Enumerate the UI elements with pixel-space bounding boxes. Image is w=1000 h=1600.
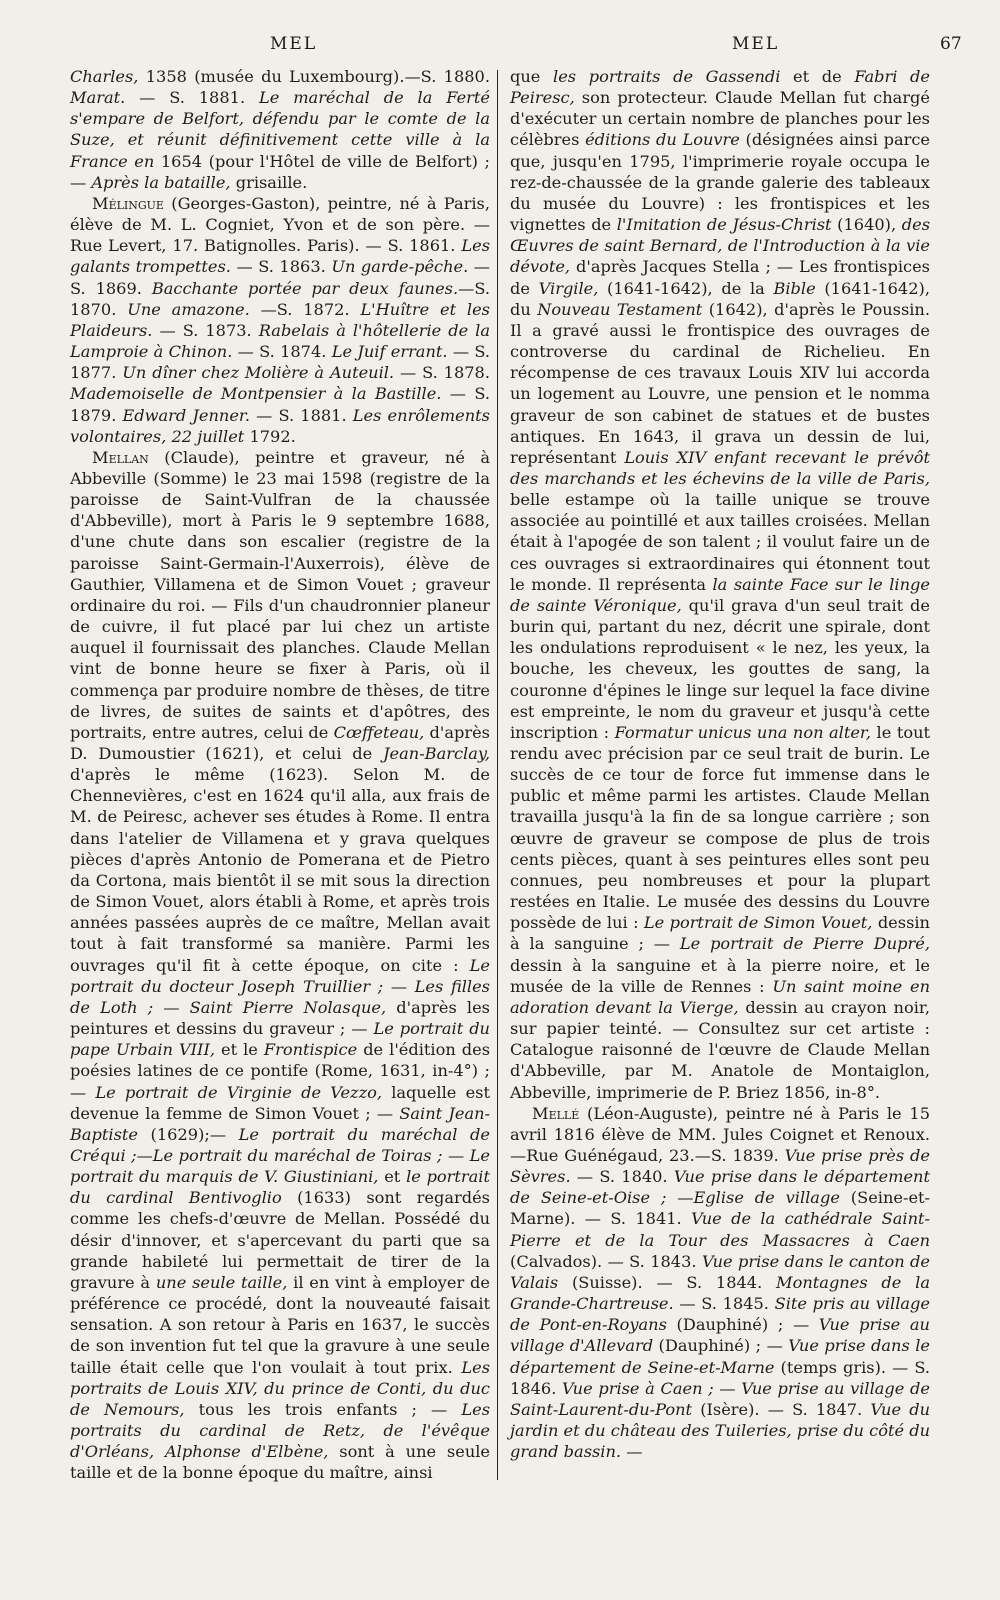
text-run: — S. 1881. <box>250 405 353 425</box>
italic-run: Les portraits de Louis XIV, du prince de Conti, du duc de Nemours, <box>70 1357 490 1419</box>
italic-run: Site pris au village de Pont-en-Royans <box>510 1294 930 1335</box>
italic-run: Montagnes de la Grande-Chartreuse. <box>510 1272 931 1314</box>
text-run: — S. 1840. <box>570 1167 674 1187</box>
italic-run: Vue prise à Caen ; — Vue prise au village de Saint-Laurent-du-Pont <box>510 1378 930 1419</box>
text-run: (Dauphiné) ; — <box>653 1336 789 1356</box>
italic-run: Le portrait de Virginie de Vezzo, <box>95 1082 382 1102</box>
text-run: (Claude), peintre et graveur, né à Abbeville (Somme) le 23 mai 1598 (registre de la paroisse de Saint-Vulfran de la chaussée d'Abbeville), mort à Paris le 9 septembre 1688, d'une chute dans son escalier (registre de la paroisse Saint-Germain-l'Auxerrois), élève de Gauthier, Villamena et de Simon Vouet ; graveur ordinaire du roi. — Fils d'un chaudronnier planeur de cuivre, il fut placé par lui chez un artiste auquel il fournissait des planches. Claude Mellan vint de bonne heure se fixer à Paris, où il commença par produire nombre de thèses, de titre de livres, de suites de saints et d'apôtres, des portraits, entre autres, celui de <box>70 447 490 742</box>
italic-run: Un dîner chez Molière à Auteuil. <box>122 363 395 383</box>
text-run: grisaille. <box>230 172 308 192</box>
text-run: — S. 1845. <box>673 1294 775 1314</box>
italic-run: Le maréchal de la Ferté s'empare de Belfort, défendu par le comte de la Suze, et réunit définitivement cette ville à la France en <box>70 88 490 171</box>
text-run: — S. 1878. <box>394 363 490 383</box>
text-run: et <box>378 1167 407 1187</box>
text-run: qu'il grava d'un seul trait de burin qui, partant du nez, décrit une spirale, dont les ondulations reproduisent « le nez, les yeux, la bouche, les cheveux, les gouttes de sang, la couronne d'épines le linge sur lequel la face divine est empreinte, le nom du graveur et jusqu'à cette inscription : <box>510 595 930 742</box>
entry-name: Mellan <box>92 447 149 467</box>
text-run: d'après les peintures et dessins du graveur ; — <box>70 997 490 1039</box>
italic-run: Vue prise au village d'Allevard <box>510 1315 930 1356</box>
italic-run: le portrait du cardinal Bentivoglio <box>70 1167 490 1208</box>
text-run: 1792. <box>244 426 296 446</box>
italic-run: Formatur unicus una non alter, <box>614 722 872 742</box>
text-run: laquelle est devenue la femme de Simon Vouet ; — <box>70 1082 490 1123</box>
text-run: —S. 1872. <box>249 299 361 319</box>
italic-run: Marat. <box>70 88 126 108</box>
text-run: — S. 1879. <box>70 384 490 425</box>
italic-run: Vue prise près de Sèvres. <box>510 1145 930 1187</box>
text-run: d'après Jacques Stella ; — Les frontispices de <box>510 257 930 298</box>
italic-run: Cœffeteau, <box>333 722 425 742</box>
italic-run: Edward Jenner. <box>122 405 251 425</box>
text-run: (1641-1642), du <box>510 278 930 319</box>
italic-run: Le portrait du pape Urbain VIII, <box>70 1019 490 1060</box>
italic-run: Bacchante portée par deux faunes. <box>151 278 459 298</box>
running-head-left: MEL <box>270 34 318 54</box>
text-run: — S. 1874. <box>232 342 332 362</box>
page-number: 67 <box>940 34 962 54</box>
entry-name: Mellé <box>532 1103 580 1123</box>
text-run: (Georges-Gaston), peintre, né à Paris, élève de M. L. Cogniet, Yvon et de son père. — Rue Levert, 17. Batignolles. Paris). — S. 1861. <box>70 193 490 256</box>
italic-run: Vue prise dans le canton de Valais <box>510 1251 930 1292</box>
text-run: que <box>510 67 554 86</box>
italic-run: Saint Jean-Baptiste <box>70 1103 490 1144</box>
text-run: et de <box>780 67 855 86</box>
paragraph <box>70 66 490 193</box>
left-column <box>70 66 490 1483</box>
column-divider <box>497 70 498 1480</box>
italic-run: Les portraits du cardinal de Retz, de l'évêque d'Orléans, Alphonse d'Elbène, <box>70 1399 490 1462</box>
italic-run: Le portrait de Simon Vouet, <box>643 913 873 933</box>
text-run: il en vint à employer de préférence ce procédé, dont la nouveauté faisait sensation. A son retour à Paris en 1637, le succès de son invention fut tel que la gravure à une seule taille était celle que l'on voulait à tout prix. <box>70 1272 490 1377</box>
italic-run: éditions du Louvre <box>585 130 740 150</box>
italic-run: Le portrait du maréchal de Créqui ;—Le portrait du maréchal de Toiras ; — Le portrait du marquis de V. Giustiniani, <box>70 1124 490 1187</box>
text-run: —S. 1870. <box>70 278 490 319</box>
text-run: (Calvados). — S. 1843. <box>510 1251 702 1271</box>
italic-run: Virgile, <box>538 278 599 298</box>
running-head-right: MEL <box>732 34 780 54</box>
italic-run: Nouveau Testament <box>537 299 703 319</box>
text-run: (temps gris). — S. 1846. <box>510 1357 930 1398</box>
text-run: — S. 1869. <box>70 257 490 298</box>
italic-run: L'Huître et les Plaideurs. <box>70 299 490 340</box>
text-run: (Léon-Auguste), peintre né à Paris le 15 avril 1816 élève de MM. Jules Coignet et Renoux. —Rue Guénégaud, 23.—S. 1839. <box>510 1103 930 1165</box>
text-run: tous les trois enfants ; — <box>184 1399 462 1419</box>
text-run: et le <box>214 1040 264 1060</box>
italic-run: Le portrait de Pierre Dupré, <box>679 934 930 954</box>
italic-run: Charles, <box>70 67 139 86</box>
text-run: (1629);— <box>137 1124 239 1144</box>
text-run: 1358 (musée du Luxembourg).—S. 1880. <box>138 67 490 86</box>
italic-run: Une amazone. <box>127 299 250 319</box>
italic-run: Le Juif errant. <box>331 342 448 362</box>
text-run: (1633) sont regardés comme les chefs-d'œuvre de Mellan. Possédé du désir d'innover, et s'apercevant du parti que sa grande habileté lui permettait de tirer de la gravure à <box>70 1188 490 1292</box>
paragraph <box>510 66 930 1103</box>
text-run: (désignées ainsi parce que, jusqu'en 1795, l'imprimerie royale occupa le rez-de-chaussée de la grande galerie des tableaux du musée du Louvre) : les frontispices et les vignettes de <box>510 130 930 235</box>
text-run: dessin à la sanguine ; — <box>510 913 930 954</box>
entry-name: Mélingue <box>92 193 164 213</box>
text-run: (1641-1642), de la <box>598 278 774 298</box>
italic-run: Mademoiselle de Montpensier à la Bastille. <box>70 384 442 404</box>
italic-run: des Œuvres de saint Bernard, de l'Introduction à la vie dévote, <box>510 215 930 277</box>
text-run: (Isère). — S. 1847. <box>692 1399 871 1419</box>
italic-run: Un saint moine en adoration devant la Vierge, <box>510 976 930 1017</box>
text-run: d'après le même (1623). Selon M. de Chennevières, c'est en 1624 qu'il alla, aux frais de M. de Peiresc, achever ses études à Rome. Il entra dans l'atelier de Villamena et y grava quelques pièces d'après Antonio de Pomerana et de Pietro da Cortona, mais bientôt il se mit sous la direction de Simon Vouet, alors établi à Rome, et après trois années passées auprès de ce maître, Mellan avait tout à fait transformé sa manière. Parmi les ouvrages qu'il fit à cette époque, on cite : <box>70 765 490 975</box>
italic-run: Après la bataille, <box>91 172 231 192</box>
text-run: le tout rendu avec précision par ce seul trait de burin. Le succès de ce tour de force fut immense dans le public et même parmi les artistes. Claude Mellan travailla jusqu'à la fin de sa longue carrière ; son œuvre de graveur se compose de plus de trois cents pièces, quant à ses peintures elles sont peu connues, peu nombreuses et pour la plupart restées en Italie. Le musée des dessins du Louvre possède de lui : <box>510 722 930 933</box>
text-run: sont à une seule taille et de la bonne époque du maître, ainsi <box>70 1442 490 1483</box>
paragraph <box>70 193 490 447</box>
text-run: dessin au crayon noir, sur papier teinté. — Consultez sur cet artiste : Catalogue raisonné de l'œuvre de Claude Mellan d'Abbeville, par M. Anatole de Montaiglon, Abbeville, imprimerie de P. Briez 1856, in-8°. <box>510 997 931 1102</box>
italic-run: l'Imitation de Jésus-Christ <box>616 215 832 235</box>
text-run: (Dauphiné) ; — <box>666 1315 819 1335</box>
italic-run: Les enrôlements volontaires, 22 juillet <box>70 405 490 446</box>
paragraph <box>70 447 490 1484</box>
text-run: belle estampe où la taille unique se trouve associée au pointillé et aux tailles croisées. Mellan était à l'apogée de son talent ; il voulut faire un de ces ouvrages si extraordinaires qui étonnent tout le monde. Il représenta <box>510 490 930 594</box>
text-run: — <box>621 1442 643 1462</box>
italic-run: Vue prise dans le département de Seine-et-Oise ; —Eglise de village <box>510 1167 930 1208</box>
italic-run: une seule taille, <box>155 1272 288 1292</box>
italic-run: Frontispice <box>263 1040 358 1060</box>
italic-run: Le portrait du docteur Joseph Truillier ; — Les filles de Loth ; — Saint Pierre Nolasque, <box>70 955 490 1017</box>
paragraph <box>510 1103 930 1463</box>
italic-run: Louis XIV enfant recevant le prévôt des marchands et les échevins de la ville de Paris, <box>510 447 930 488</box>
text-run: 1654 (pour l'Hôtel de ville de Belfort) ; — <box>70 151 490 192</box>
text-run: (1640), <box>831 215 902 235</box>
italic-run: Bible <box>773 278 816 298</box>
italic-run: Un garde-pêche. <box>331 257 469 277</box>
text-run: — S. 1877. <box>70 342 490 383</box>
italic-run: les portraits de Gassendi <box>553 67 781 86</box>
text-run: de l'édition des poésies latines de ce pontife (Rome, 1631, in-4°) ; — <box>70 1040 490 1102</box>
text-run: — S. 1881. <box>125 88 259 108</box>
text-run: d'après D. Dumoustier (1621), et celui de <box>70 722 490 763</box>
text-run: son protecteur. Claude Mellan fut chargé d'exécuter un certain nombre de planches pour les célèbres <box>510 88 930 150</box>
italic-run: Vue de la cathédrale Saint-Pierre et de la Tour des Massacres à Caen <box>510 1209 930 1250</box>
italic-run: Les galants trompettes. <box>70 236 490 277</box>
italic-run: Rabelais à l'hôtellerie de la Lamproie à Chinon. <box>70 320 490 362</box>
italic-run: la sainte Face sur le linge de sainte Véronique, <box>510 574 930 615</box>
text-run: — S. 1873. <box>152 320 259 340</box>
italic-run: Jean-Barclay, <box>383 744 490 763</box>
italic-run: Vue prise dans le département de Seine-et-Marne <box>510 1336 931 1377</box>
text-run: (Suisse). — S. 1844. <box>558 1272 777 1292</box>
text-run: (Seine-et-Marne). — S. 1841. <box>510 1188 930 1229</box>
right-column <box>510 66 930 1462</box>
text-run: (1642), d'après le Poussin. Il a gravé aussi le frontispice des ouvrages de controverse du cardinal de Richelieu. En récompense de ces travaux Louis XIV lui accorda un logement au Louvre, une pension et le nomma graveur de son cabinet de statues et de bustes antiques. En 1643, il grava un dessin de lui, représentant <box>510 299 930 467</box>
italic-run: Vue du jardin et du château des Tuileries, prise du côté du grand bassin. <box>510 1399 930 1462</box>
text-run: — S. 1863. <box>230 257 332 277</box>
italic-run: Fabri de Peiresc, <box>510 67 930 108</box>
text-run: dessin à la sanguine et à la pierre noire, et le musée de la ville de Rennes : <box>510 955 930 996</box>
